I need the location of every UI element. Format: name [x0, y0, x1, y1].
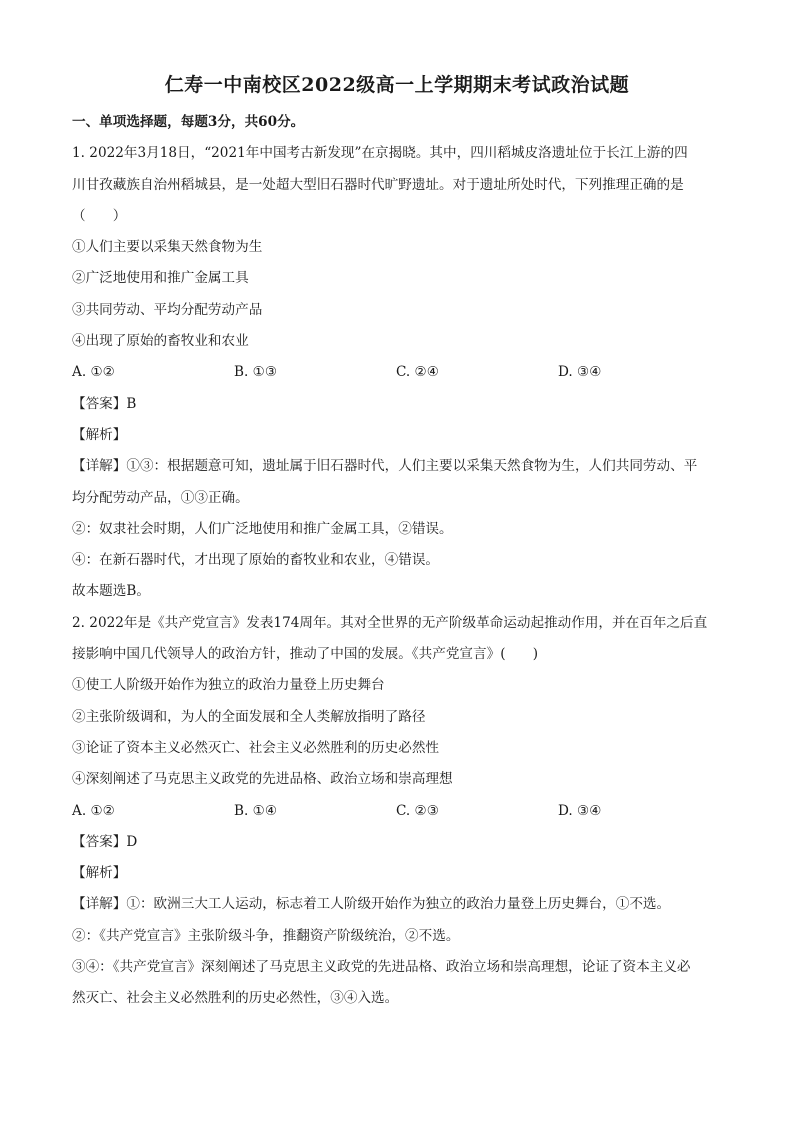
question-2-stem-line-1: 2. 2022年是《共产党宣言》发表174周年。其对全世界的无产阶级革命运动起推动作用，并在百年之后直 — [72, 614, 708, 631]
question-1-stem-line-1: 1. 2022年3月18日，“2021年中国考古新发现”在京揭晓。其中，四川稻城皮洛遗址位于长江上游的四 — [72, 145, 688, 162]
question-2-option-d: D. ③④ — [558, 802, 602, 819]
question-2-option-b: B. ①④ — [234, 802, 278, 819]
question-2-option-c: C. ②③ — [396, 802, 439, 819]
question-1-item-4: ④出现了原始的畜牧业和农业 — [72, 333, 249, 350]
question-2-analysis-label: 【解析】 — [72, 865, 127, 882]
question-1-option-c: C. ②④ — [396, 364, 439, 381]
question-1-option-b: B. ①③ — [234, 364, 278, 381]
question-2-answer: 【答案】D — [72, 833, 138, 850]
question-1-conclusion: 故本题选B。 — [72, 583, 150, 600]
question-1-detail-line-4: ④：在新石器时代，才出现了原始的畜牧业和农业，④错误。 — [72, 552, 440, 569]
question-1-detail-line-2: 均分配劳动产品，①③正确。 — [72, 489, 249, 506]
question-1-detail-line-1: 【详解】①③：根据题意可知，遗址属于旧石器时代，人们主要以采集天然食物为生，人们共同劳动、平 — [72, 458, 698, 475]
question-1-item-2: ②广泛地使用和推广金属工具 — [72, 270, 249, 287]
question-2-detail-line-1: 【详解】①：欧洲三大工人运动，标志着工人阶级开始作为独立的政治力量登上历史舞台，①不选。 — [72, 896, 671, 913]
question-2-item-4: ④深刻阐述了马克思主义政党的先进品格、政治立场和崇高理想 — [72, 771, 453, 788]
question-2-options — [72, 796, 724, 827]
page-title: 仁寿一中南校区2022级高一上学期期末考试政治试题 — [164, 74, 630, 96]
question-1 — [72, 138, 724, 607]
exam-content — [72, 107, 724, 1015]
question-1-detail-line-3: ②：奴隶社会时期，人们广泛地使用和推广金属工具，②错误。 — [72, 520, 453, 537]
question-2-stem-line-2: 接影响中国几代领导人的政治方针，推动了中国的发展。《共产党宣言》( ) — [72, 646, 538, 663]
question-1-stem-line-3: （ ） — [72, 207, 127, 224]
question-2-detail-line-2: ②：《共产党宣言》主张阶级斗争，推翻资产阶级统治，②不选。 — [72, 927, 460, 944]
question-1-analysis-label: 【解析】 — [72, 426, 127, 443]
question-2-detail-line-4: 然灭亡、社会主义必然胜利的历史必然性，③④入选。 — [72, 990, 399, 1007]
question-2-option-a: A. ①② — [72, 802, 115, 819]
question-1-answer: 【答案】B — [72, 395, 137, 412]
question-2-item-3: ③论证了资本主义必然灭亡、社会主义必然胜利的历史必然性 — [72, 739, 440, 756]
section-heading: 一、单项选择题，每题3分，共60分。 — [72, 114, 305, 130]
question-2 — [72, 608, 724, 1015]
question-2-detail-line-3: ③④：《共产党宣言》深刻阐述了马克思主义政党的先进品格、政治立场和崇高理想，论证了资本主义必 — [72, 959, 691, 976]
question-2-item-2: ②主张阶级调和，为人的全面发展和全人类解放指明了路径 — [72, 708, 426, 725]
question-1-item-3: ③共同劳动、平均分配劳动产品 — [72, 301, 263, 318]
question-1-option-d: D. ③④ — [558, 364, 602, 381]
question-1-option-a: A. ①② — [72, 364, 115, 381]
question-1-options — [72, 357, 724, 388]
question-1-item-1: ①人们主要以采集天然食物为生 — [72, 239, 263, 256]
question-2-item-1: ①使工人阶级开始作为独立的政治力量登上历史舞台 — [72, 677, 385, 694]
question-1-stem-line-2: 川甘孜藏族自治州稻城县，是一处超大型旧石器时代旷野遗址。对于遗址所处时代，下列推理正确的是 — [72, 176, 684, 193]
